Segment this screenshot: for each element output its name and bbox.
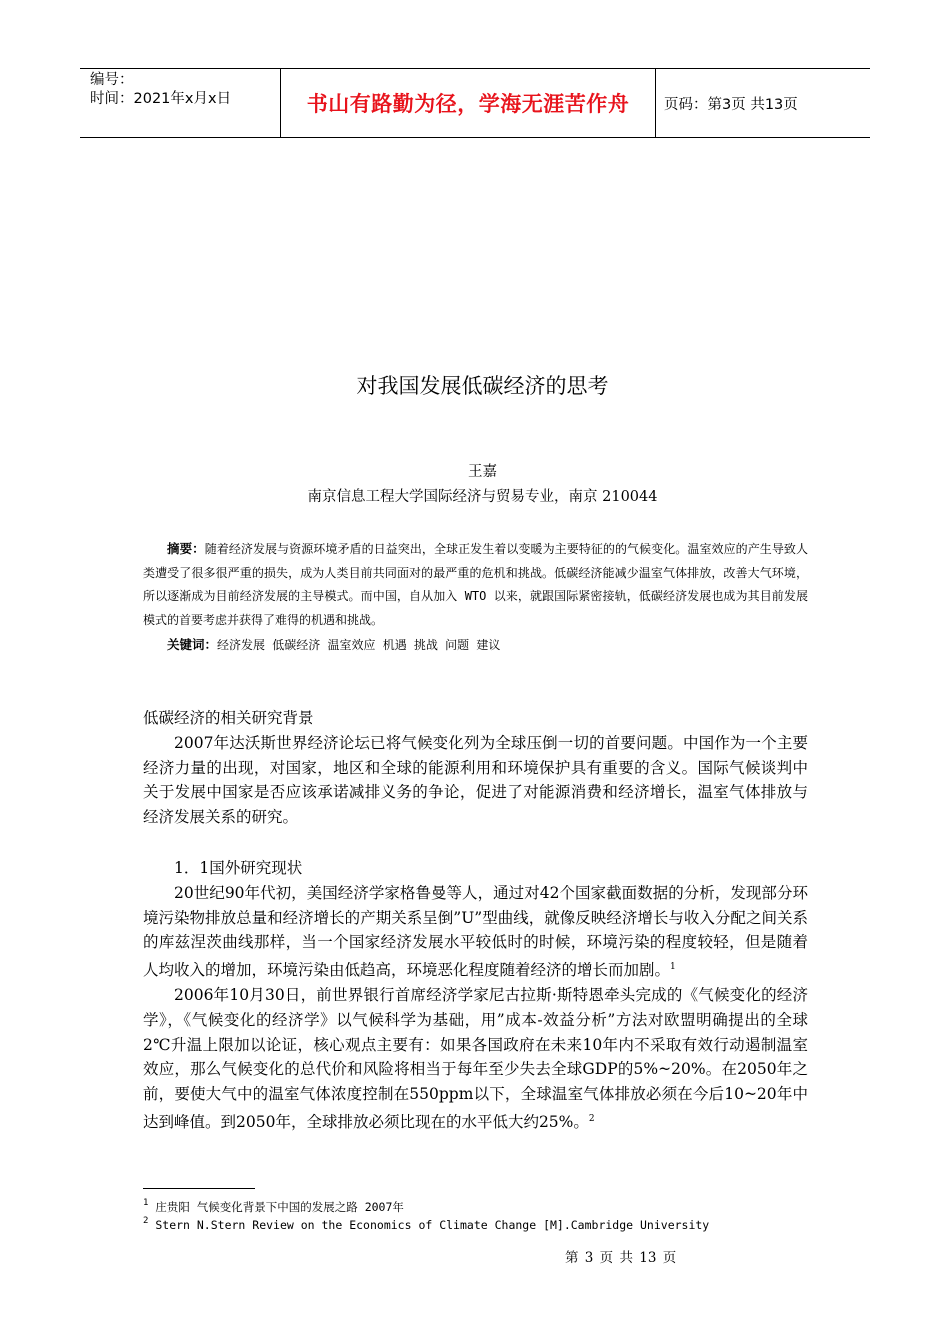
page-header <box>80 68 870 138</box>
body-paragraph-2-text: 20世纪90年代初，美国经济学家格鲁曼等人，通过对42个国家截面数据的分析，发现部分环境污染物排放总量和经济增长的产期关系呈倒”U”型曲线，就像反映经济增长与收入分配之间关系的库兹涅茨曲线那样，当一个国家经济发展水平较低时的时候，环境污染的程度较轻，但是随着人均收入的增加，环境污染由低趋高，环境恶化程度随着经济的增长而加剧。 <box>143 883 808 980</box>
abstract-text: 随着经济发展与资源环境矛盾的日益突出，全球正发生着以变暖为主要特征的的气候变化。温室效应的产生导致人类遭受了很多很严重的损失，成为人类目前共同面对的最严重的危机和挑战。低碳经济能减少温室气体排放，改善大气环境，所以逐渐成为目前经济发展的主导模式。而中国，自从加入 WTO 以来，就跟国际紧密接轨，低碳经济发展也成为其目前发展模式的首要考虑并获得了难得的机遇和挑战。 <box>143 542 808 628</box>
page-footer: 第 3 页 共 13 页 <box>565 1250 677 1266</box>
section-heading: 低碳经济的相关研究背景 <box>143 709 314 727</box>
body-section-1 <box>143 706 808 830</box>
keywords-paragraph <box>143 633 808 658</box>
keywords-text: 经济发展 低碳经济 温室效应 机遇 挑战 问题 建议 <box>217 637 501 652</box>
footnote-divider <box>143 1188 255 1189</box>
body-paragraph-3-text: 2006年10月30日，前世界银行首席经济学家尼古拉斯·斯特恩牵头完成的《气候变化的经济学》，《气候变化的经济学》以气候科学为基础，用”成本-效益分析”方法对欧盟明确提出的全球2℃升温上限加以论证，核心观点主要有：如果各国政府在未来10年内不采取有效行动遏制温室效应，那么气候变化的总代价和风险将相当于每年至少失去全球GDP的5%~20%。在2050年之前，要使大气中的温室气体浓度控制在550ppm以下，全球温室气体排放必须在今后10~20年中达到峰值。到2050年，全球排放必须比现在的水平低大约25%。 <box>143 985 808 1131</box>
paper-author: 王嘉 <box>468 464 497 480</box>
footnote-mark-2: 2 <box>143 1216 149 1226</box>
footnote-ref-2: 2 <box>588 1113 595 1124</box>
time-label: 时间：2021年x月x日 <box>90 91 232 107</box>
paper-title: 对我国发展低碳经济的思考 <box>356 374 609 398</box>
body-section-2 <box>143 856 808 1135</box>
header-meta <box>80 69 281 137</box>
footnote-2 <box>143 1212 808 1234</box>
footnote-ref-1: 1 <box>670 962 676 973</box>
subheading: 1．1国外研究现状 <box>174 859 303 877</box>
header-page-info: 页码：第3页 共13页 <box>664 96 798 113</box>
body-paragraph-1: 2007年达沃斯世界经济论坛已将气候变化列为全球压倒一切的首要问题。中国作为一个主要经济力量的出现，对国家，地区和全球的能源利用和环境保护具有重要的含义。国际气候谈判中关于发展中国家是否应该承诺减排义务的争论，促进了对能源消费和经济增长，温室气体排放与经济发展关系的研究。 <box>143 733 808 827</box>
footnote-mark-1: 1 <box>143 1198 149 1208</box>
footnote-text-1: 庄贵阳 气候变化背景下中国的发展之路 2007年 <box>148 1200 404 1214</box>
header-motto: 书山有路勤为径，学海无涯苦作舟 <box>281 69 656 137</box>
abstract-paragraph <box>143 537 808 633</box>
abstract-section <box>143 537 808 658</box>
body-paragraph-2 <box>143 881 808 983</box>
paper-affiliation: 南京信息工程大学国际经济与贸易专业，南京 210044 <box>307 489 658 505</box>
number-label: 编号： <box>90 72 134 88</box>
footnote-text-2: Stern N.Stern Review on the Economics of Climate Change [M].Cambridge University <box>148 1218 710 1232</box>
body-paragraph-3 <box>143 983 808 1135</box>
abstract-label: 摘要： <box>167 541 205 556</box>
keywords-label: 关键词： <box>167 636 218 652</box>
